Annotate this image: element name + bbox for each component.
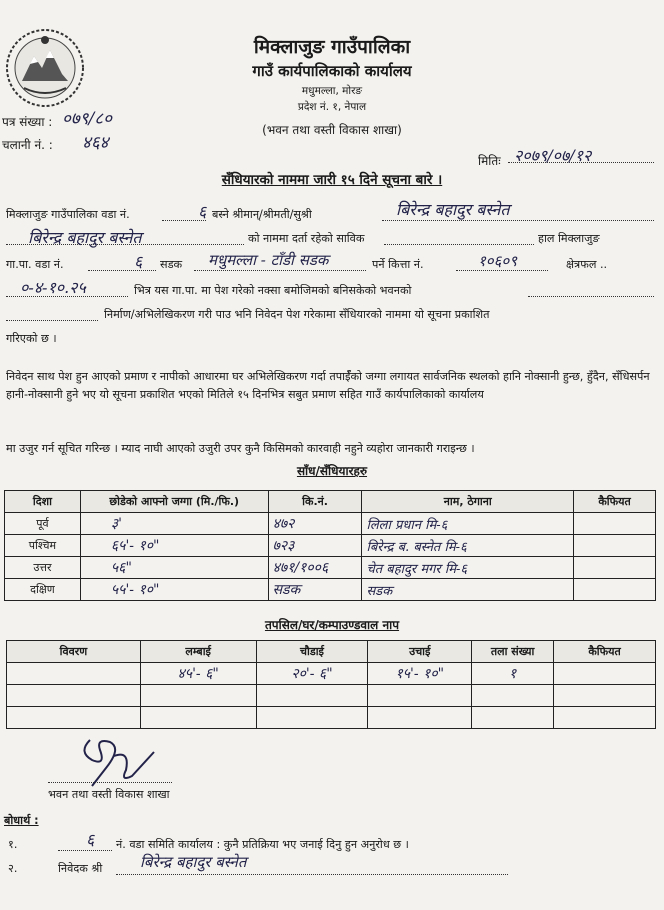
measure-cell: १५'- १०" <box>368 663 472 685</box>
direction-cell: पश्चिम <box>5 535 81 557</box>
remarks-cell <box>574 513 656 535</box>
setback-cell: ६५'- १०" <box>80 535 268 557</box>
measure-cell: २०'- ६" <box>256 663 368 685</box>
measure-cell <box>472 685 554 707</box>
date-label: मितिः <box>478 154 501 168</box>
cc1-text: नं. वडा समिति कार्यालय : कुनै प्रतिक्रिया भए जनाई दिनु हुन अनुरोध छ । <box>116 838 409 851</box>
letter-no-value: ०७९/८० <box>62 109 112 129</box>
table-row <box>7 707 656 729</box>
date-value: २०७९/०७/१२ <box>514 146 592 165</box>
p2-text-d: क्षेत्रफल .. <box>566 258 608 271</box>
measure-cell <box>256 685 368 707</box>
col-remarks: कैफियत <box>554 641 656 663</box>
address-line-2: प्रदेश नं. १, नेपाल <box>297 101 367 113</box>
measure-cell: १ <box>472 663 554 685</box>
p2-text-a: गा.पा. वडा नं. <box>6 258 64 271</box>
area-value: ०-४-१०.२५ <box>20 278 86 297</box>
dispatch-no-value: ४६४ <box>82 133 109 153</box>
measure-cell <box>140 707 256 729</box>
kitta-cell: ७२३ <box>268 535 362 557</box>
p1-text-a: मिक्लाजुङ गाउँपालिका वडा नं. <box>6 208 130 221</box>
col-length: लम्बाई <box>140 641 256 663</box>
remarks-cell <box>574 535 656 557</box>
ward2-dotline <box>88 270 156 271</box>
kitta-cell: सडक <box>268 579 362 601</box>
cc2-number: २. <box>8 862 18 875</box>
p2-text-c: पर्ने कित्ता नं. <box>372 258 424 271</box>
p1-text-c: को नाममा दर्ता रहेको साविक <box>248 232 365 245</box>
p5-text: गरिएको छ । <box>6 332 57 345</box>
cc1-dotline <box>58 850 112 851</box>
road-dotline <box>194 270 366 271</box>
signature-dotline <box>48 782 172 783</box>
measure-cell <box>140 685 256 707</box>
dispatch-no-label: चलानी नं. : <box>2 138 53 152</box>
owner-name: बिरेन्द्र बहादुर बस्नेत <box>28 228 142 247</box>
measure-cell <box>554 685 656 707</box>
applicant-name: बिरेन्द्र बहादुर बस्नेत <box>396 200 510 219</box>
col-name-address: नाम, ठेगाना <box>362 491 574 513</box>
type-dotline <box>6 320 98 321</box>
notice-heading: सँधियारको नाममा जारी १५ दिने सूचना बारे । <box>221 172 443 188</box>
building-dotline <box>528 296 654 297</box>
table-row <box>5 513 656 535</box>
cc1-ward-value: ६ <box>86 830 95 849</box>
remarks-cell <box>574 579 656 601</box>
cc2-name: बिरेन्द्र बहादुर बस्नेत <box>140 853 247 871</box>
paragraph-3: मा उजुर गर्न सूचित गरिन्छ । म्याद नाघी आएको उजुरी उपर कुनै किसिमको कारवाही नहुने व्यहोरा जानकारी गराइन्छ । <box>6 442 475 455</box>
kitta-no-value: १०६०९ <box>478 252 518 270</box>
setback-cell: ५६" <box>80 557 268 579</box>
cc-title: बोधार्थ : <box>4 814 39 827</box>
table-row <box>7 663 656 685</box>
cc1-number: १. <box>8 838 18 851</box>
measurements-table <box>6 640 656 729</box>
direction-cell: पूर्व <box>5 513 81 535</box>
col-direction: दिशा <box>5 491 81 513</box>
name-cell: बिरेन्द्र ब. बस्नेत मि-६ <box>362 535 574 557</box>
name-cell: चेत बहादुर मगर मि-६ <box>362 557 574 579</box>
boundaries-header-row <box>5 491 656 513</box>
col-kitta: कि.नं. <box>268 491 362 513</box>
sabik-dotline <box>384 244 534 245</box>
measure-cell <box>256 707 368 729</box>
boundaries-title: साँध/सँधियारहरु <box>296 464 368 478</box>
ward-no-2-value: ६ <box>134 252 143 271</box>
branch-name: (भवन तथा वस्ती विकास शाखा) <box>262 123 402 137</box>
col-floors: तला संख्या <box>472 641 554 663</box>
table-row <box>7 685 656 707</box>
table-row <box>5 579 656 601</box>
setback-cell: ३' <box>80 513 268 535</box>
remarks-cell <box>574 557 656 579</box>
measurements-header-row <box>7 641 656 663</box>
name-cell: सडक <box>362 579 574 601</box>
boundaries-table <box>4 490 656 601</box>
p1-text-b: बस्ने श्रीमान्/श्रीमती/सुश्री <box>212 208 312 221</box>
measurements-title: तपसिल/घर/कम्पाउण्डवाल नाप <box>264 618 400 632</box>
p3-text: भित्र यस गा.पा. मा पेश गरेको नक्सा बमोजिमको बनिसकेको भवनको <box>134 284 412 297</box>
office-name: मिक्लाजुङ गाउँपालिका <box>253 36 411 58</box>
kitta-cell: ४७२ <box>268 513 362 535</box>
measure-cell <box>472 707 554 729</box>
letter-no-label: पत्र संख्या : <box>2 115 53 129</box>
ward-no-value: ६ <box>198 202 207 221</box>
measure-cell <box>554 707 656 729</box>
measure-cell <box>7 707 141 729</box>
office-subtitle: गाउँ कार्यपालिकाको कार्यालय <box>252 62 412 80</box>
table-row <box>5 535 656 557</box>
direction-cell: दक्षिण <box>5 579 81 601</box>
col-remarks: कैफियत <box>574 491 656 513</box>
setback-cell: ५५'- १०" <box>80 579 268 601</box>
kitta-cell: ४७१/१००६ <box>268 557 362 579</box>
cc2-dotline <box>116 874 508 875</box>
direction-cell: उत्तर <box>5 557 81 579</box>
measure-cell: ४५'- ६" <box>140 663 256 685</box>
signature-label: भवन तथा वस्ती विकास शाखा <box>48 788 170 801</box>
p1-text-d: हाल मिक्लाजुङ <box>538 232 600 245</box>
table-row <box>5 557 656 579</box>
measure-cell <box>7 663 141 685</box>
col-setback: छोडेको आफ्नो जग्गा (मि./फि.) <box>80 491 268 513</box>
road-value: मधुमल्ला - टाँडी सडक <box>208 251 329 269</box>
paragraph-2: निवेदन साथ पेश हुन आएको प्रमाण र नापीको आधारमा घर अभिलेखिकरण गर्दा तपाईँको जग्गा लगायत सार्वजनिक स्थलको हानि नोक्सानी हुन्छ, हुँदैन, सँधिसर्पन हानी-नोक्सानी हुने भए यो सूचना प्रकाशित भएको मितिले १५ दिनभित्र सबुत प्रमाण सहित गाउँ कार्यपालिकाको कार्यालय <box>6 370 650 401</box>
measure-cell <box>368 685 472 707</box>
measure-cell <box>554 663 656 685</box>
p4-text: निर्माण/अभिलेखिकरण गरी पाउ भनि निवेदन पेश गरेकामा सँधियारको नाममा यो सूचना प्रकाशित <box>104 308 490 321</box>
col-width: चौडाई <box>256 641 368 663</box>
handwritten-signature <box>70 730 160 788</box>
col-height: उचाई <box>368 641 472 663</box>
measure-cell <box>7 685 141 707</box>
cc2-label: निवेदक श्री <box>58 862 103 875</box>
measure-cell <box>368 707 472 729</box>
col-description: विवरण <box>7 641 141 663</box>
name-cell: लिला प्रधान मि-६ <box>362 513 574 535</box>
address-line-1: मधुमल्ला, मोरङ <box>301 85 363 97</box>
p2-text-b: सडक <box>160 258 183 271</box>
name-dotline <box>382 220 654 221</box>
